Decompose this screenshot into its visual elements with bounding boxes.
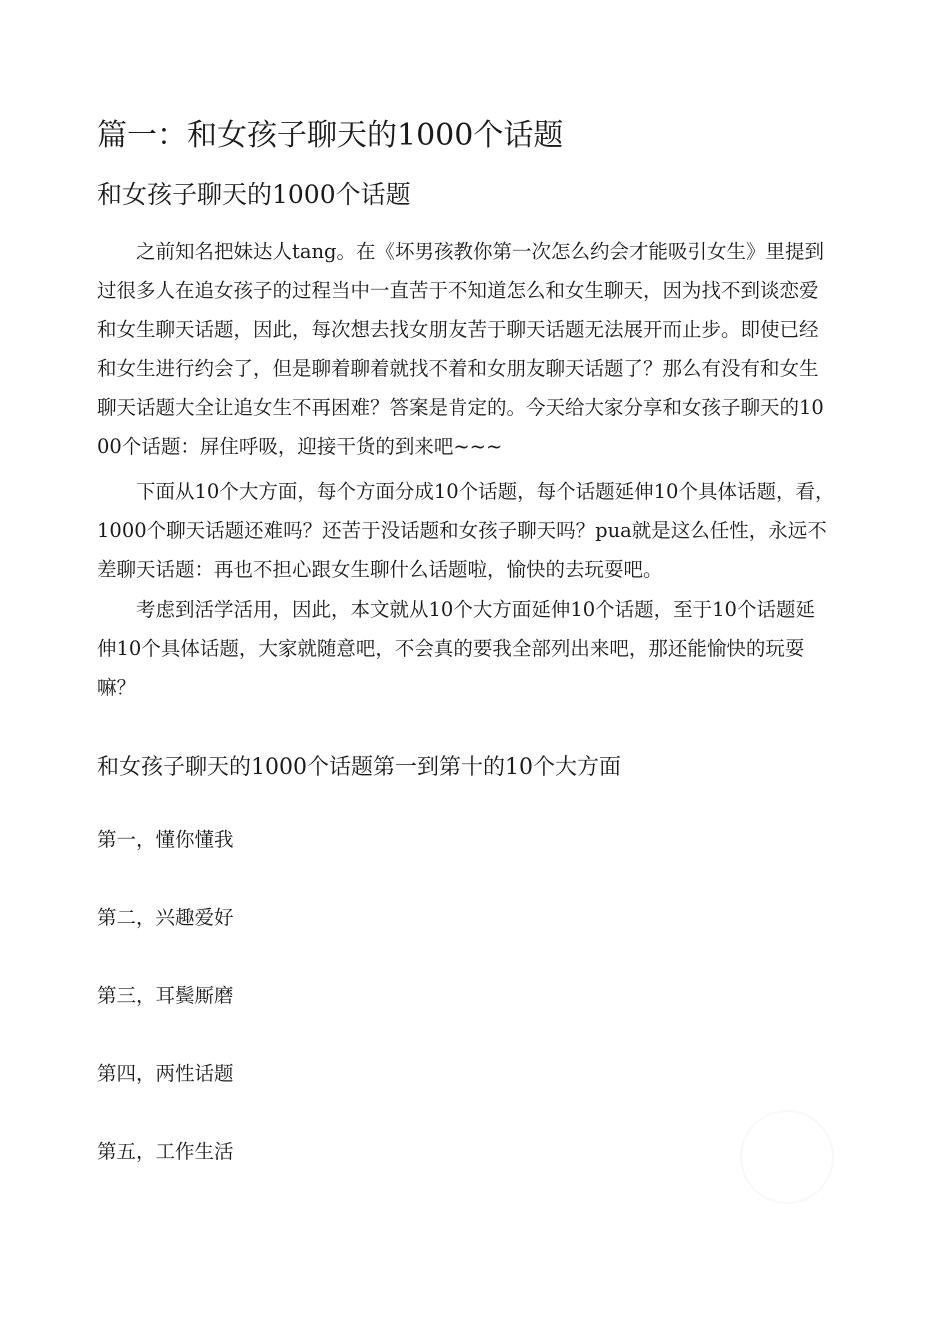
paragraph-line: 和女生聊天话题，因此，每次想去找女朋友苦于聊天话题无法展开而止步。即使已经 <box>97 318 819 341</box>
list-item: 第一，懂你懂我 <box>97 828 234 851</box>
paragraph-line: 过很多人在追女孩子的过程当中一直苦于不知道怎么和女生聊天，因为找不到谈恋爱 <box>97 279 819 302</box>
paragraph-line: 之前知名把妹达人tang。在《坏男孩教你第一次怎么约会才能吸引女生》里提到 <box>97 240 825 263</box>
document-title: 篇一：和女孩子聊天的1000个话题 <box>97 118 564 153</box>
list-item: 第四，两性话题 <box>97 1062 234 1085</box>
paragraph-intro <box>97 232 867 466</box>
paragraph-line: 考虑到活学活用，因此，本文就从10个大方面延伸10个话题，至于10个话题延 <box>97 598 815 621</box>
list-item: 第五，工作生活 <box>97 1140 234 1163</box>
paragraph-line: 00个话题：屏住呼吸，迎接干货的到来吧~~~ <box>97 435 503 458</box>
paragraph-line: 差聊天话题：再也不担心跟女生聊什么话题啦，愉快的去玩耍吧。 <box>97 558 663 581</box>
paragraph-line: 下面从10个大方面，每个方面分成10个话题，每个话题延伸10个具体话题，看， <box>97 480 835 503</box>
paragraph-line: 和女生进行约会了，但是聊着聊着就找不着和女朋友聊天话题了？那么有没有和女生 <box>97 357 819 380</box>
paragraph-line: 伸10个具体话题，大家就随意吧，不会真的要我全部列出来吧，那还能愉快的玩耍 <box>97 637 805 660</box>
paragraph-line: 嘛？ <box>97 676 137 699</box>
faint-watermark <box>740 1110 834 1204</box>
list-item: 第三，耳鬓厮磨 <box>97 984 234 1007</box>
document-subtitle: 和女孩子聊天的1000个话题 <box>97 180 411 209</box>
list-item: 第二，兴趣爱好 <box>97 906 234 929</box>
paragraph-overview <box>97 472 867 589</box>
section-heading: 和女孩子聊天的1000个话题第一到第十的10个大方面 <box>97 755 621 780</box>
paragraph-scope <box>97 590 867 707</box>
paragraph-line: 1000个聊天话题还难吗？还苦于没话题和女孩子聊天吗？pua就是这么任性，永远不 <box>97 519 827 542</box>
paragraph-line: 聊天话题大全让追女生不再困难？答案是肯定的。今天给大家分享和女孩子聊天的10 <box>97 396 824 419</box>
